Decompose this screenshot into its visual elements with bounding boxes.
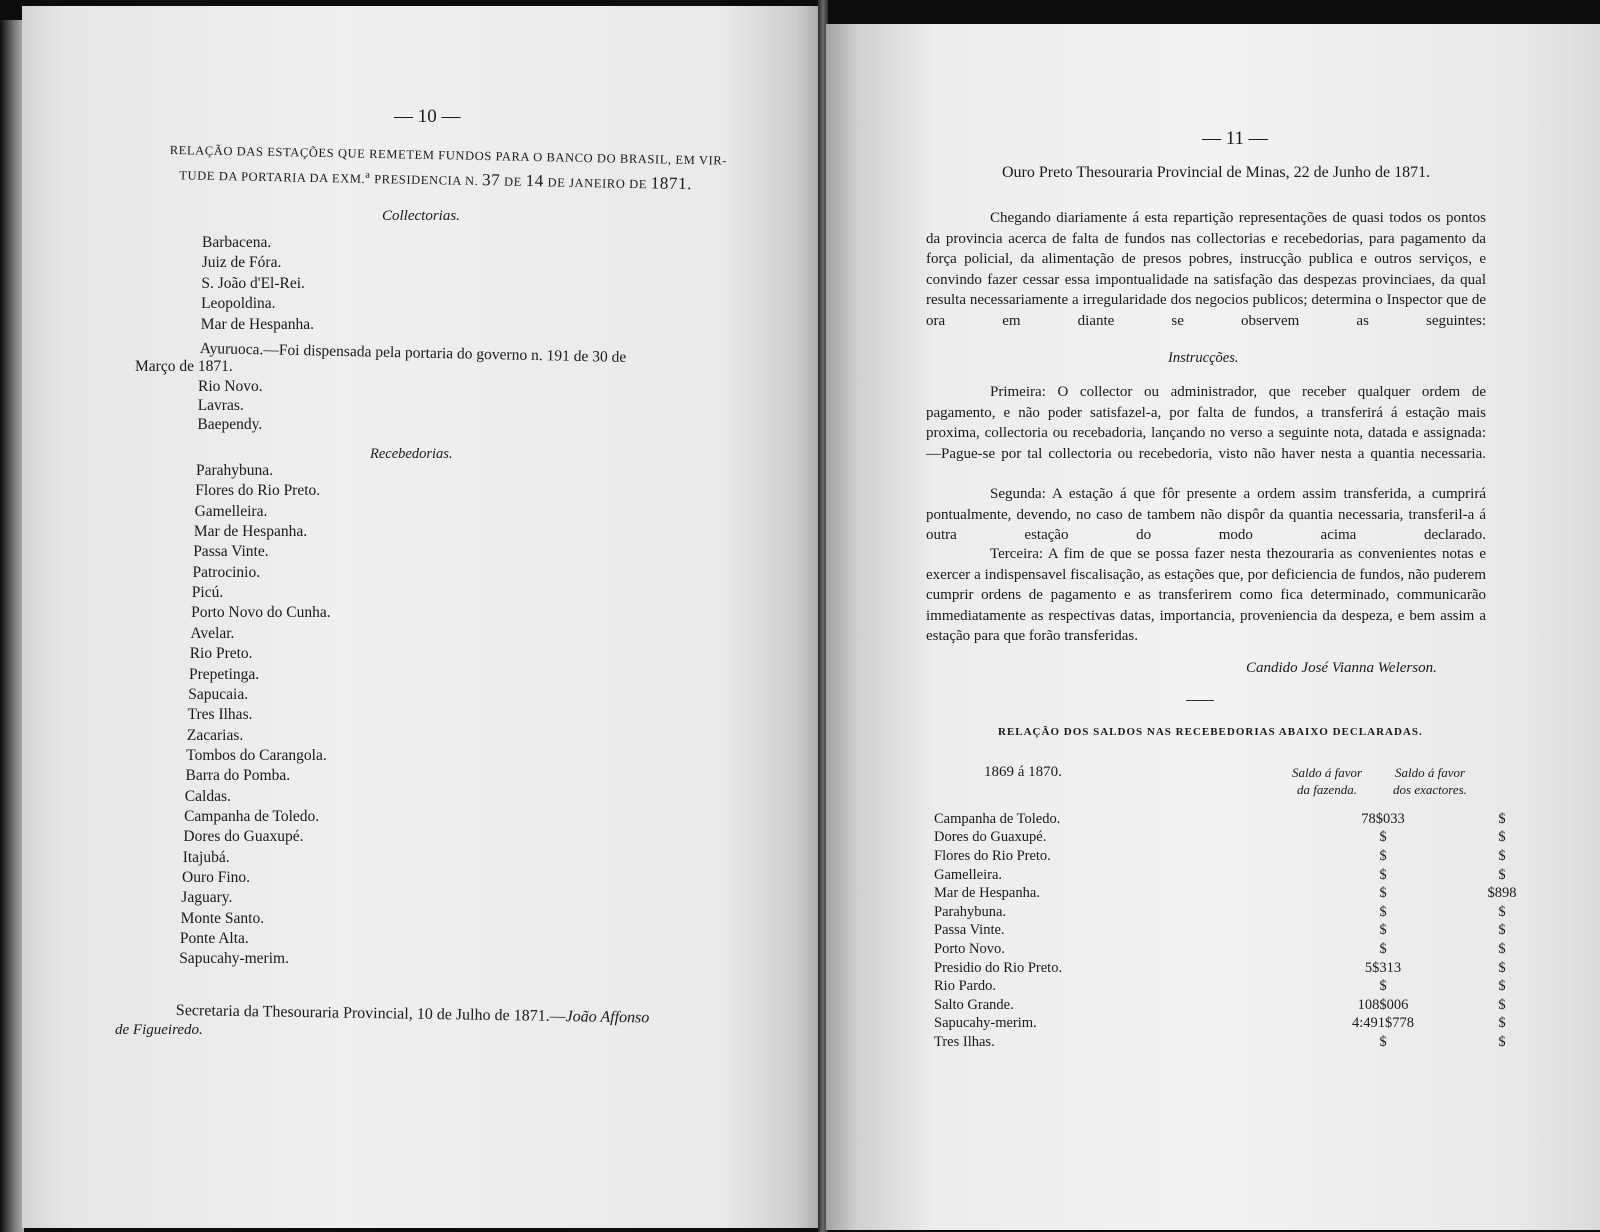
recebedoria-item: Prepetinga.	[189, 665, 260, 683]
heading-day: 14	[525, 170, 545, 191]
left-signature-line2: de Figueiredo.	[115, 1022, 203, 1038]
heading-sup: a	[365, 169, 371, 181]
table-row	[934, 940, 1562, 959]
station-name: Porto Novo.	[934, 940, 1005, 957]
table-row	[934, 903, 1562, 922]
saldo-exactores: $	[1498, 996, 1506, 1013]
section-recebedorias: Recebedorias.	[370, 446, 453, 462]
saldo-fazenda: $	[1379, 885, 1387, 902]
saldo-exactores: $	[1498, 978, 1506, 995]
col2-line2: dos exactores.	[1393, 782, 1467, 797]
recebedoria-item: Barra do Pomba.	[185, 767, 291, 785]
saldo-exactores: $	[1498, 866, 1506, 883]
saldo-fazenda: $	[1379, 847, 1387, 864]
recebedoria-item: Sapucaia.	[188, 685, 249, 703]
recebedoria-item: Caldas.	[184, 787, 231, 805]
saldo-exactores: $	[1498, 810, 1506, 827]
book-edge	[0, 20, 24, 1232]
signature-name: João Affonso	[565, 1008, 650, 1027]
collectoria-item: Mar de Hespanha.	[200, 315, 314, 333]
instrucao-primeira: Primeira: O collector ou administrador, que receber qualquer ordem de pagamento, e não poder satisfazel-a, por falta de fundos, a transferirá á estação mais proxima, collectoria ou recebadoria, lançando no verso a seguinte nota, datada e assignada:—Pague-se por tal collectoria ou recebedoria, visto não haver nesta a quantia necessaria.	[926, 384, 1486, 462]
heading-de: DE	[500, 174, 526, 189]
station-name: Dores do Guaxupé.	[934, 829, 1047, 846]
recebedoria-item: Ouro Fino.	[182, 869, 251, 886]
recebedoria-item: Rio Preto.	[189, 645, 253, 663]
recebedoria-item: Ponte Alta.	[179, 930, 249, 948]
heading-num: 37	[481, 170, 501, 190]
instrucoes-title: Instrucções.	[1168, 350, 1239, 366]
station-name: Campanha de Toledo.	[934, 810, 1061, 827]
left-page	[22, 6, 820, 1228]
left-heading-line1: RELAÇÃO DAS ESTAÇÕES QUE REMETEM FUNDOS PARA O BANCO DO BRASIL, EM VIR-	[169, 142, 728, 168]
ayuruoca-line1: Ayuruoca.—Foi dispensada pela portaria do governo n. 191 de 30 de	[199, 340, 627, 366]
saldo-exactores: $	[1498, 829, 1506, 846]
saldo-exactores: $	[1498, 959, 1506, 976]
ayuruoca-line2: Março de 1871.	[135, 358, 233, 375]
saldo-exactores: $	[1498, 1015, 1506, 1032]
recebedoria-item: Passa Vinte.	[193, 543, 269, 561]
left-heading	[169, 140, 727, 197]
saldo-fazenda: 4:491$778	[1351, 1015, 1415, 1032]
heading-year: 1871.	[650, 173, 693, 194]
table-row	[934, 810, 1562, 829]
collectoria-item: Barbacena.	[202, 234, 272, 251]
intro-paragraph: Chegando diariamente á esta repartição representações de quasi todos os pontos da provincia acerca de falta de fundos nas collectorias e recebedorias, para pagamento da força policial, da alimentação de presos pobres, instrucção publica e outros serviços, e convindo fazer cessar essa impontualidade na satisfação das despezas provinciaes, da qual resulta necessariamente a irregularidade dos negocios publicos; determina o Inspector que de ora em diante se observem as seguintes:	[926, 210, 1486, 329]
saldo-fazenda: $	[1379, 922, 1387, 939]
collectoria-item: S. João d'El-Rei.	[201, 274, 305, 292]
instrucao-terceira: Terceira: A fim de que se possa fazer nesta thezouraria as convenientes notas e exercer a indispensavel fiscalisação, as estações que, por deficiencia de fundos, não puderem cumprir ordens de pagamento e as transferirem como fica determinado, communicarão immediatamente as respectivas datas, importancia, proveniencia da despeza, e bem assim a estação para que forão transferidas.	[926, 546, 1486, 644]
collectoria-item: Rio Novo.	[198, 378, 263, 395]
station-name: Mar de Hespanha.	[934, 885, 1040, 902]
collectoria-item: Baependy.	[197, 416, 263, 434]
saldo-fazenda: 5$313	[1364, 959, 1402, 976]
column-header-exactores	[1380, 764, 1480, 798]
saldo-fazenda: $	[1379, 866, 1387, 883]
saldo-exactores: $	[1498, 1033, 1506, 1050]
heading-part-a: TUDE DA PORTARIA DA EXM.	[179, 168, 366, 186]
station-name: Gamelleira.	[934, 866, 1003, 883]
right-signature: Candido José Vianna Welerson.	[1246, 660, 1437, 676]
heading-month: DE JANEIRO DE	[543, 175, 651, 192]
page-number-left: — 10 —	[394, 106, 461, 127]
table-period: 1869 á 1870.	[984, 764, 1062, 780]
saldo-fazenda: 108$006	[1357, 996, 1409, 1013]
recebedoria-item: Jaguary.	[181, 889, 233, 907]
saldo-fazenda: $	[1379, 940, 1387, 957]
saldo-exactores: $	[1498, 922, 1506, 939]
table-row	[934, 847, 1562, 866]
table-row	[934, 959, 1562, 978]
table-row	[934, 996, 1562, 1015]
recebedoria-item: Picú.	[191, 584, 224, 602]
saldo-exactores: $	[1498, 847, 1506, 864]
station-name: Presidio do Rio Preto.	[934, 959, 1063, 976]
saldo-fazenda: 78$033	[1361, 810, 1405, 827]
station-name: Sapucahy-merim.	[934, 1015, 1037, 1032]
station-name: Rio Pardo.	[934, 978, 997, 995]
right-page	[826, 24, 1600, 1230]
col2-line1: Saldo á favor	[1394, 765, 1466, 780]
recebedoria-item: Itajubá.	[182, 848, 230, 866]
signature-text: Secretaria da Thesouraria Provincial, 10 de Julho de 1871.—	[175, 1002, 566, 1026]
table-row	[934, 829, 1562, 848]
recebedoria-item: Avelar.	[190, 624, 235, 642]
recebedoria-item: Mar de Hespanha.	[193, 523, 308, 541]
saldo-fazenda: $	[1379, 829, 1387, 846]
collectoria-item: Leopoldina.	[201, 295, 276, 313]
table-row	[934, 866, 1562, 885]
recebedoria-item: Monte Santo.	[180, 909, 265, 927]
station-name: Passa Vinte.	[934, 922, 1005, 939]
saldos-table	[934, 810, 1562, 1052]
section-collectorias: Collectorias.	[382, 208, 460, 224]
saldo-exactores: $898	[1487, 885, 1517, 902]
recebedoria-item: Porto Novo do Cunha.	[191, 604, 331, 622]
col1-line2: da fazenda.	[1297, 782, 1357, 797]
right-header: Ouro Preto Thesouraria Provincial de Minas, 22 de Junho de 1871.	[1002, 164, 1431, 181]
recebedoria-item: Gamelleira.	[194, 502, 268, 520]
recebedoria-item: Dores do Guaxupé.	[183, 828, 304, 846]
table-title: RELAÇÃO DOS SALDOS NAS RECEBEDORIAS ABAIXO DECLARADAS.	[998, 726, 1423, 738]
station-name: Flores do Rio Preto.	[934, 847, 1051, 864]
divider-rule	[1186, 700, 1214, 701]
instrucao-segunda: Segunda: A estação á que fôr presente a ordem assim transferida, a cumprirá pontualmente, devendo, no caso de tambem não dispôr da quantia necessaria, transferil-a á outra estação do modo acima declarado.	[926, 486, 1486, 543]
table-row	[934, 884, 1562, 903]
recebedoria-item: Flores do Rio Preto.	[195, 482, 321, 500]
saldo-exactores: $	[1498, 940, 1506, 957]
saldo-fazenda: $	[1379, 978, 1387, 995]
table-row	[934, 977, 1562, 996]
station-name: Tres Ilhas.	[934, 1033, 995, 1050]
recebedoria-item: Zacarias.	[186, 726, 244, 744]
table-row	[934, 1015, 1562, 1034]
col1-line1: Saldo á favor	[1291, 765, 1363, 780]
recebedoria-item: Campanha de Toledo.	[184, 807, 320, 825]
saldo-exactores: $	[1498, 903, 1506, 920]
station-name: Salto Grande.	[934, 996, 1014, 1013]
saldo-fazenda: $	[1379, 1033, 1387, 1050]
table-row	[934, 1033, 1562, 1052]
recebedoria-item: Tombos do Carangola.	[186, 746, 327, 764]
left-signature-line1	[176, 1002, 650, 1027]
page-number-right: — 11 —	[1202, 128, 1268, 149]
recebedoria-item: Parahybuna.	[196, 462, 274, 479]
column-header-fazenda	[1272, 764, 1382, 798]
saldo-fazenda: $	[1379, 903, 1387, 920]
recebedoria-item: Patrocinio.	[192, 563, 261, 581]
collectoria-item: Juiz de Fóra.	[201, 254, 282, 272]
recebedoria-item: Sapucahy-merim.	[179, 950, 289, 968]
recebedoria-item: Tres Ilhas.	[187, 706, 253, 724]
collectoria-item: Lavras.	[197, 397, 244, 415]
heading-part-b: PRESIDENCIA N.	[370, 172, 483, 189]
table-row	[934, 922, 1562, 941]
station-name: Parahybuna.	[934, 903, 1007, 920]
